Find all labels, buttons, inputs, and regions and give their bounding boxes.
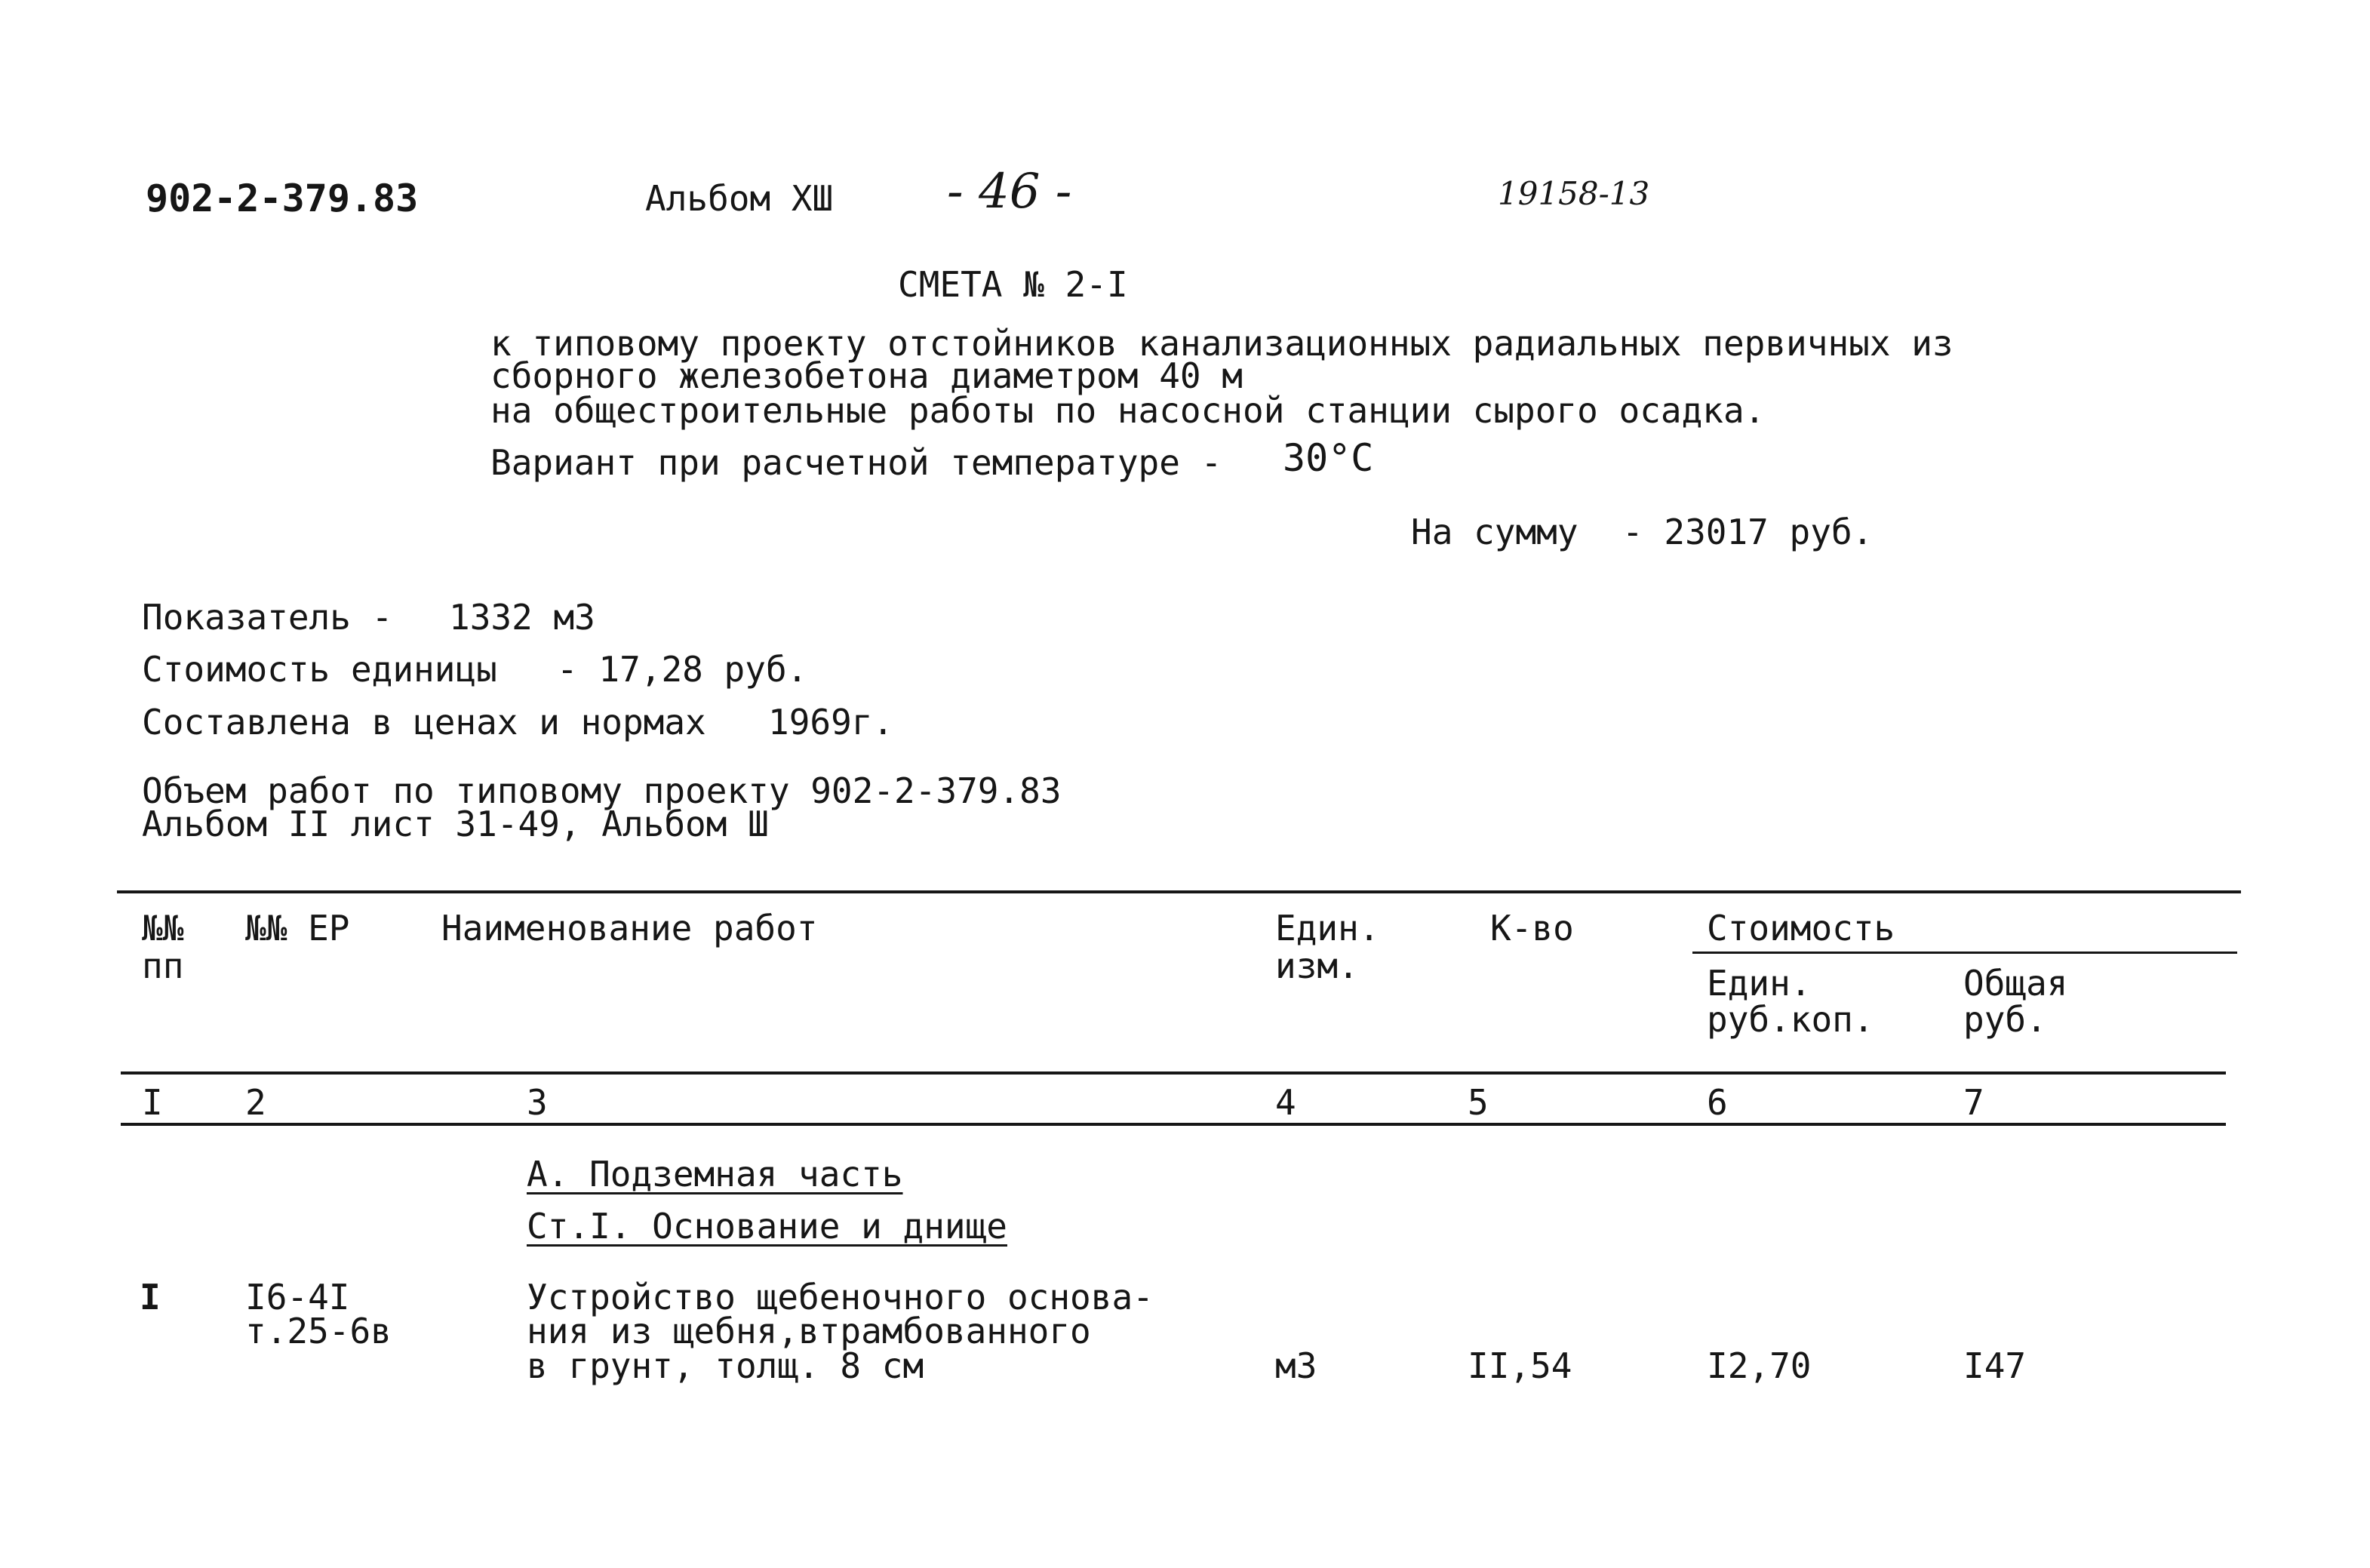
- sum-value: - 23017 руб.: [1622, 512, 1874, 552]
- estimate-subtitle-line3: на общестроительные работы по насосной станции сырого осадка.: [490, 390, 1766, 431]
- cost-header-rule: [1692, 952, 2237, 954]
- indicator-label: Показатель -: [142, 597, 393, 638]
- header-unit-cost-line1: Един.: [1707, 963, 1812, 1004]
- album-label: Альбом XШ: [645, 178, 834, 219]
- subsection-heading: Ст.I. Основание и днище: [527, 1206, 1007, 1247]
- column-number-3: 3: [527, 1082, 548, 1123]
- row-name-line2: ния из щебня,втрамбованного: [527, 1311, 1091, 1351]
- inventory-number: 19158-13: [1498, 175, 1650, 212]
- header-name: Наименование работ: [441, 908, 818, 948]
- project-code: 902-2-379.83: [146, 177, 419, 220]
- prices-label: Составлена в ценах и нормах: [142, 702, 706, 742]
- indicator-value: 1332 м3: [449, 597, 595, 638]
- column-number-6: 6: [1707, 1082, 1728, 1123]
- header-total-line1: Общая: [1963, 963, 2068, 1004]
- page-number: - 46 -: [947, 164, 1072, 220]
- unit-cost-label: Стоимость единицы: [142, 649, 497, 690]
- row-unit-cost: I2,70: [1707, 1345, 1812, 1386]
- header-unit-cost-line2: руб.коп.: [1707, 999, 1874, 1040]
- header-qty: К-во: [1490, 908, 1574, 948]
- prices-value: 1969г.: [768, 702, 894, 742]
- row-num: I: [140, 1277, 161, 1317]
- table-top-rule: [117, 890, 2241, 893]
- estimate-subtitle-line1: к типовому проекту отстойников канализационных радиальных первичных из: [490, 323, 1953, 364]
- column-number-2: 2: [245, 1082, 266, 1123]
- estimate-subtitle-line2: сборного железобетона диаметром 40 м: [490, 355, 1243, 396]
- header-unit-line2: изм.: [1275, 945, 1359, 986]
- row-qty: II,54: [1468, 1345, 1572, 1386]
- row-name-line3: в грунт, толщ. 8 см: [527, 1345, 924, 1386]
- column-number-4: 4: [1275, 1082, 1296, 1123]
- unit-cost-value: - 17,28 руб.: [557, 649, 808, 690]
- header-num-line1: №№: [142, 908, 184, 948]
- column-number-7: 7: [1963, 1082, 1984, 1123]
- section-heading: А. Подземная часть: [527, 1154, 903, 1194]
- column-numbers-top-rule: [121, 1071, 2226, 1075]
- estimate-title: СМЕТА № 2-I: [898, 264, 1128, 305]
- sum-label: На сумму: [1411, 512, 1578, 552]
- row-total: I47: [1963, 1345, 2027, 1386]
- variant-label: Вариант при расчетной температуре -: [490, 442, 1222, 483]
- variant-value: 30°С: [1283, 436, 1374, 480]
- row-name-line1: Устройство щебеночного основа-: [527, 1277, 1154, 1317]
- header-total-line2: руб.: [1963, 999, 2047, 1040]
- row-er-line2: т.25-6в: [245, 1311, 392, 1351]
- row-unit: м3: [1275, 1345, 1317, 1386]
- header-cost: Стоимость: [1707, 908, 1895, 948]
- volume-line1: Объем работ по типовому проекту 902-2-379.83: [142, 770, 1062, 811]
- column-number-1: I: [142, 1082, 163, 1123]
- volume-line2: Альбом II лист 31-49, Альбом Ш: [142, 804, 769, 844]
- header-unit-line1: Един.: [1275, 908, 1380, 948]
- column-number-5: 5: [1468, 1082, 1489, 1123]
- row-er-line1: I6-4I: [245, 1277, 350, 1317]
- column-numbers-bottom-rule: [121, 1123, 2226, 1126]
- header-num-line2: пп: [142, 945, 184, 986]
- header-er: №№ ЕР: [245, 908, 350, 948]
